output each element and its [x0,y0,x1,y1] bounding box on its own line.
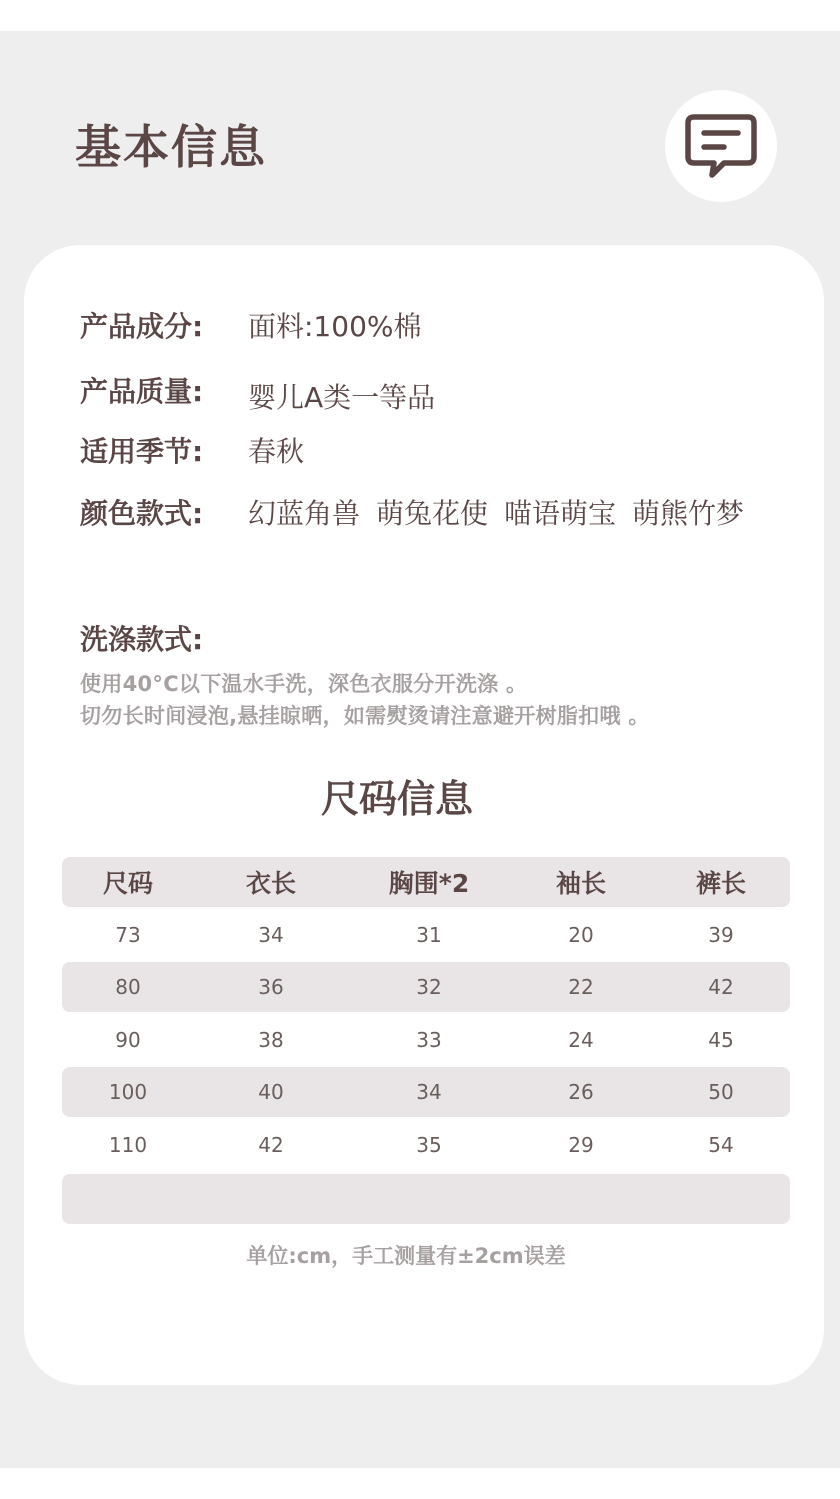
table-row-empty [62,1174,790,1224]
color-item: 幻蓝角兽 [248,497,361,530]
info-label: 适用季节: [80,435,204,468]
message-icon [684,111,758,181]
table-cell: 24 [568,1027,594,1052]
table-cell: 34 [258,922,284,947]
table-cell: 80 [115,975,141,999]
table-row [62,1015,790,1065]
header-cell: 尺码 [102,869,153,898]
info-label: 颜色款式: [80,497,204,530]
header-cell: 裤长 [695,869,746,898]
table-cell: 38 [258,1027,284,1052]
wash-line-1: 使用40°C以下温水手洗，深色衣服分开洗涤 。 [80,672,528,696]
table-cell: 50 [708,1080,734,1104]
table-cell: 35 [416,1132,442,1157]
header-cell: 衣长 [245,869,296,898]
info-row-quality [80,370,436,414]
table-cell: 31 [416,922,442,947]
info-row-material [80,305,421,345]
color-item: 萌熊竹梦 [632,497,745,530]
table-cell: 29 [568,1132,594,1157]
table-cell: 32 [416,975,442,999]
size-title: 尺码信息 [320,777,473,821]
info-value: 面料:100%棉 [248,310,422,343]
color-item: 萌兔花使 [376,497,489,530]
table-cell: 40 [258,1080,284,1104]
table-cell: 90 [115,1027,141,1052]
size-note: 单位:cm，手工测量有±2cm误差 [246,1244,566,1268]
table-cell: 26 [568,1080,594,1104]
table-row [62,1067,790,1117]
table-cell: 45 [708,1027,734,1052]
table-cell: 73 [115,922,141,947]
header-cell: 袖长 [555,869,606,898]
info-value: 春秋 [248,435,305,468]
size-table [62,857,790,1226]
wash-title: 洗涤款式: [80,623,204,656]
color-item: 喵语萌宝 [504,497,617,530]
table-cell: 42 [258,1132,284,1157]
table-cell: 20 [568,922,594,947]
info-value: 婴儿A类一等品 [248,381,436,414]
info-row-season [80,430,304,470]
table-cell: 42 [708,975,734,999]
info-row-colors [80,492,760,532]
table-row [62,910,790,960]
table-cell: 54 [708,1132,734,1157]
table-cell: 34 [416,1080,442,1104]
page-title: 基本信息 [75,120,267,174]
table-cell: 110 [108,1132,148,1157]
table-header-row [62,857,790,907]
info-label: 产品成分: [80,310,204,343]
table-row [62,1120,790,1170]
color-list [248,492,760,532]
header-cell: 胸围*2 [388,869,470,898]
table-cell: 33 [416,1027,442,1052]
table-cell: 22 [568,975,594,999]
table-cell: 36 [258,975,284,999]
message-button[interactable] [665,90,777,202]
table-row [62,962,790,1012]
wash-line-2: 切勿长时间浸泡,悬挂晾晒，如需熨烫请注意避开树脂扣哦 。 [80,704,650,728]
table-cell: 100 [108,1080,148,1104]
table-cell: 39 [708,922,734,947]
info-label: 产品质量: [80,375,204,408]
